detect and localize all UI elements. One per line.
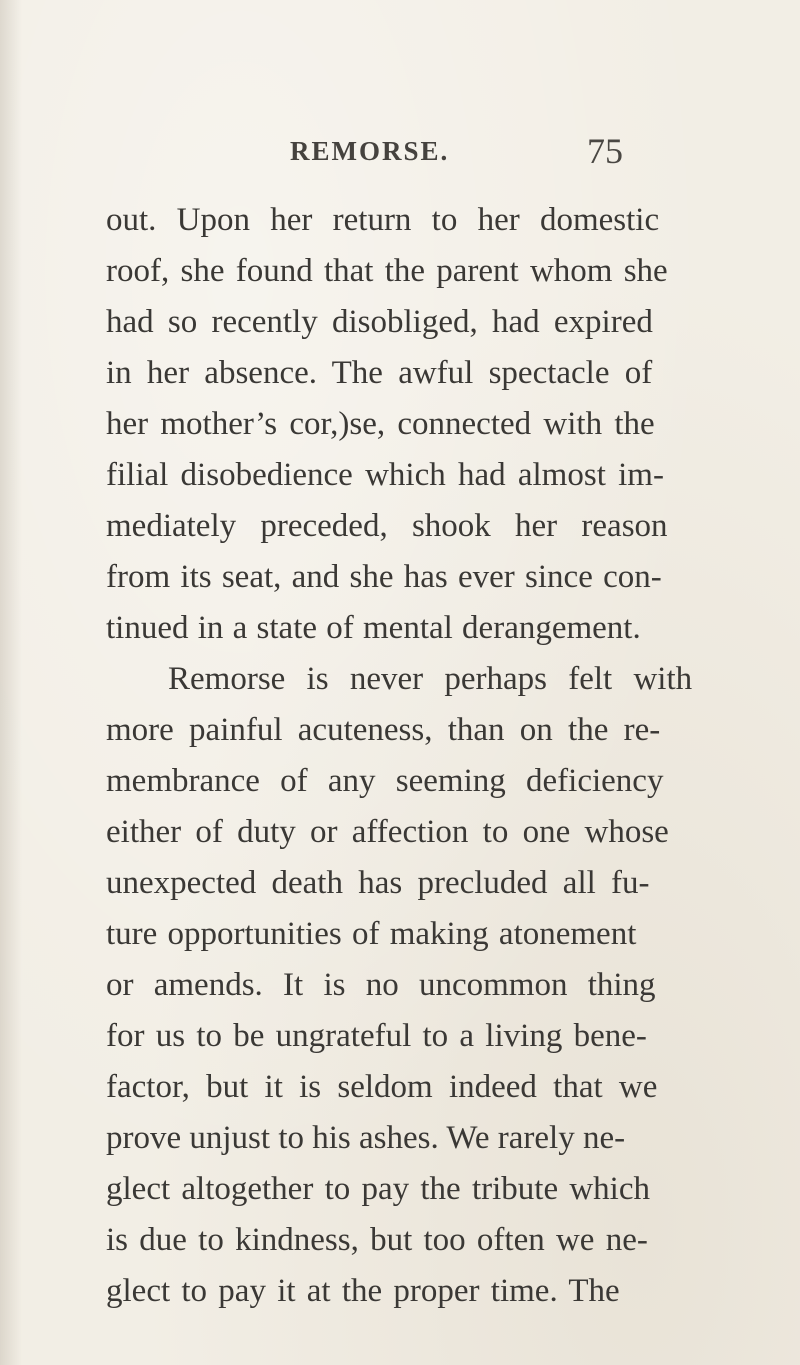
text-line: from its seat, and she has ever since con- — [106, 559, 662, 595]
text-line: either of duty or affection to one whose — [106, 814, 669, 850]
text-line: glect altogether to pay the tribute which — [106, 1171, 650, 1207]
text-line: filial disobedience which had almost im- — [106, 457, 664, 493]
text-line: factor, but it is seldom indeed that we — [106, 1069, 658, 1105]
text-line: roof, she found that the parent whom she — [106, 253, 668, 289]
text-line: or amends. It is no uncommon thing — [106, 967, 656, 1003]
running-header — [0, 128, 800, 171]
page-number: 75 — [587, 131, 623, 171]
text-line: glect to pay it at the proper time. The — [106, 1273, 620, 1309]
text-line: mediately preceded, shook her reason — [106, 508, 668, 544]
text-line: ture opportunities of making atonement — [106, 916, 637, 952]
text-line: tinued in a state of mental derangement. — [106, 610, 641, 646]
text-line: more painful acuteness, than on the re- — [106, 712, 661, 748]
text-line: had so recently disobliged, had expired — [106, 304, 653, 340]
text-line: prove unjust to his ashes. We rarely ne- — [106, 1120, 626, 1156]
text-line: for us to be ungrateful to a living bene- — [106, 1018, 647, 1054]
text-line: in her absence. The awful spectacle of — [106, 355, 653, 391]
text-line: membrance of any seeming deficiency — [106, 763, 664, 799]
running-title: REMORSE. — [290, 136, 450, 166]
text-line: unexpected death has precluded all fu- — [106, 865, 650, 901]
text-line: her mother’s cor,)se, connected with the — [106, 406, 655, 442]
gutter-shadow — [0, 0, 22, 1365]
text-line-indented: Remorse is never perhaps felt with — [168, 661, 693, 697]
text-line: out. Upon her return to her domestic — [106, 202, 660, 238]
text-line: is due to kindness, but too often we ne- — [106, 1222, 648, 1258]
